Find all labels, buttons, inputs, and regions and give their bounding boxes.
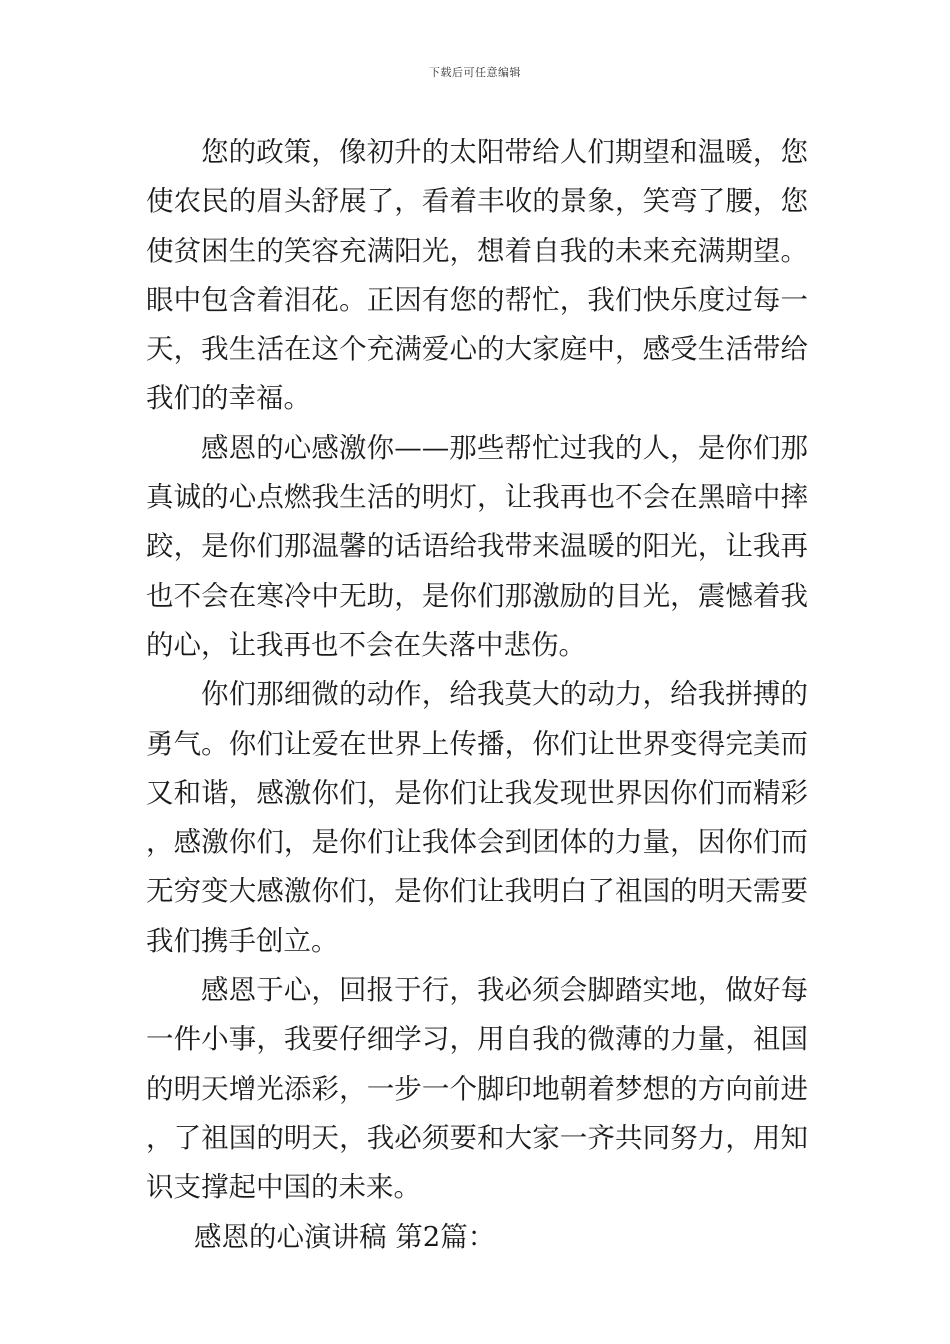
paragraph-4: 感恩于心，回报于行，我必须会脚踏实地，做好每一件小事，我要仔细学习，用自我的微薄的力量，祖国的明天增光添彩，一步一个脚印地朝着梦想的方向前进，了祖国的明天，我必须要和大家一齐共同努力，用知识支撑起中国的未来。 [146, 974, 808, 1204]
page-header: 下载后可任意编辑 [429, 66, 521, 79]
paragraph-3: 你们那细微的动作，给我莫大的动力，给我拼搏的勇气。你们让爱在世界上传播，你们让世界变得完美而又和谐，感激你们，是你们让我发现世界因你们而精彩，感激你们，是你们让我体会到团体的力量，因你们而无穷变大感激你们，是你们让我明白了祖国的明天需要我们携手创立。 [146, 678, 808, 957]
paragraph-2: 感恩的心感激你——那些帮忙过我的人，是你们那真诚的心点燃我生活的明灯，让我再也不会在黑暗中摔跤，是你们那温馨的话语给我带来温暖的阳光，让我再也不会在寒冷中无助，是你们那激励的目光，震憾着我的心，让我再也不会在失落中悲伤。 [146, 431, 808, 661]
paragraph-1: 您的政策，像初升的太阳带给人们期望和温暖，您使农民的眉头舒展了，看着丰收的景象，笑弯了腰，您使贫困生的笑容充满阳光，想着自我的未来充满期望。眼中包含着泪花。正因有您的帮忙，我们快乐度过每一天，我生活在这个充满爱心的大家庭中，感受生活带给我们的幸福。 [146, 136, 808, 415]
section-heading: 感恩的心演讲稿 第2篇： [194, 1220, 496, 1253]
document-body [146, 128, 808, 1262]
